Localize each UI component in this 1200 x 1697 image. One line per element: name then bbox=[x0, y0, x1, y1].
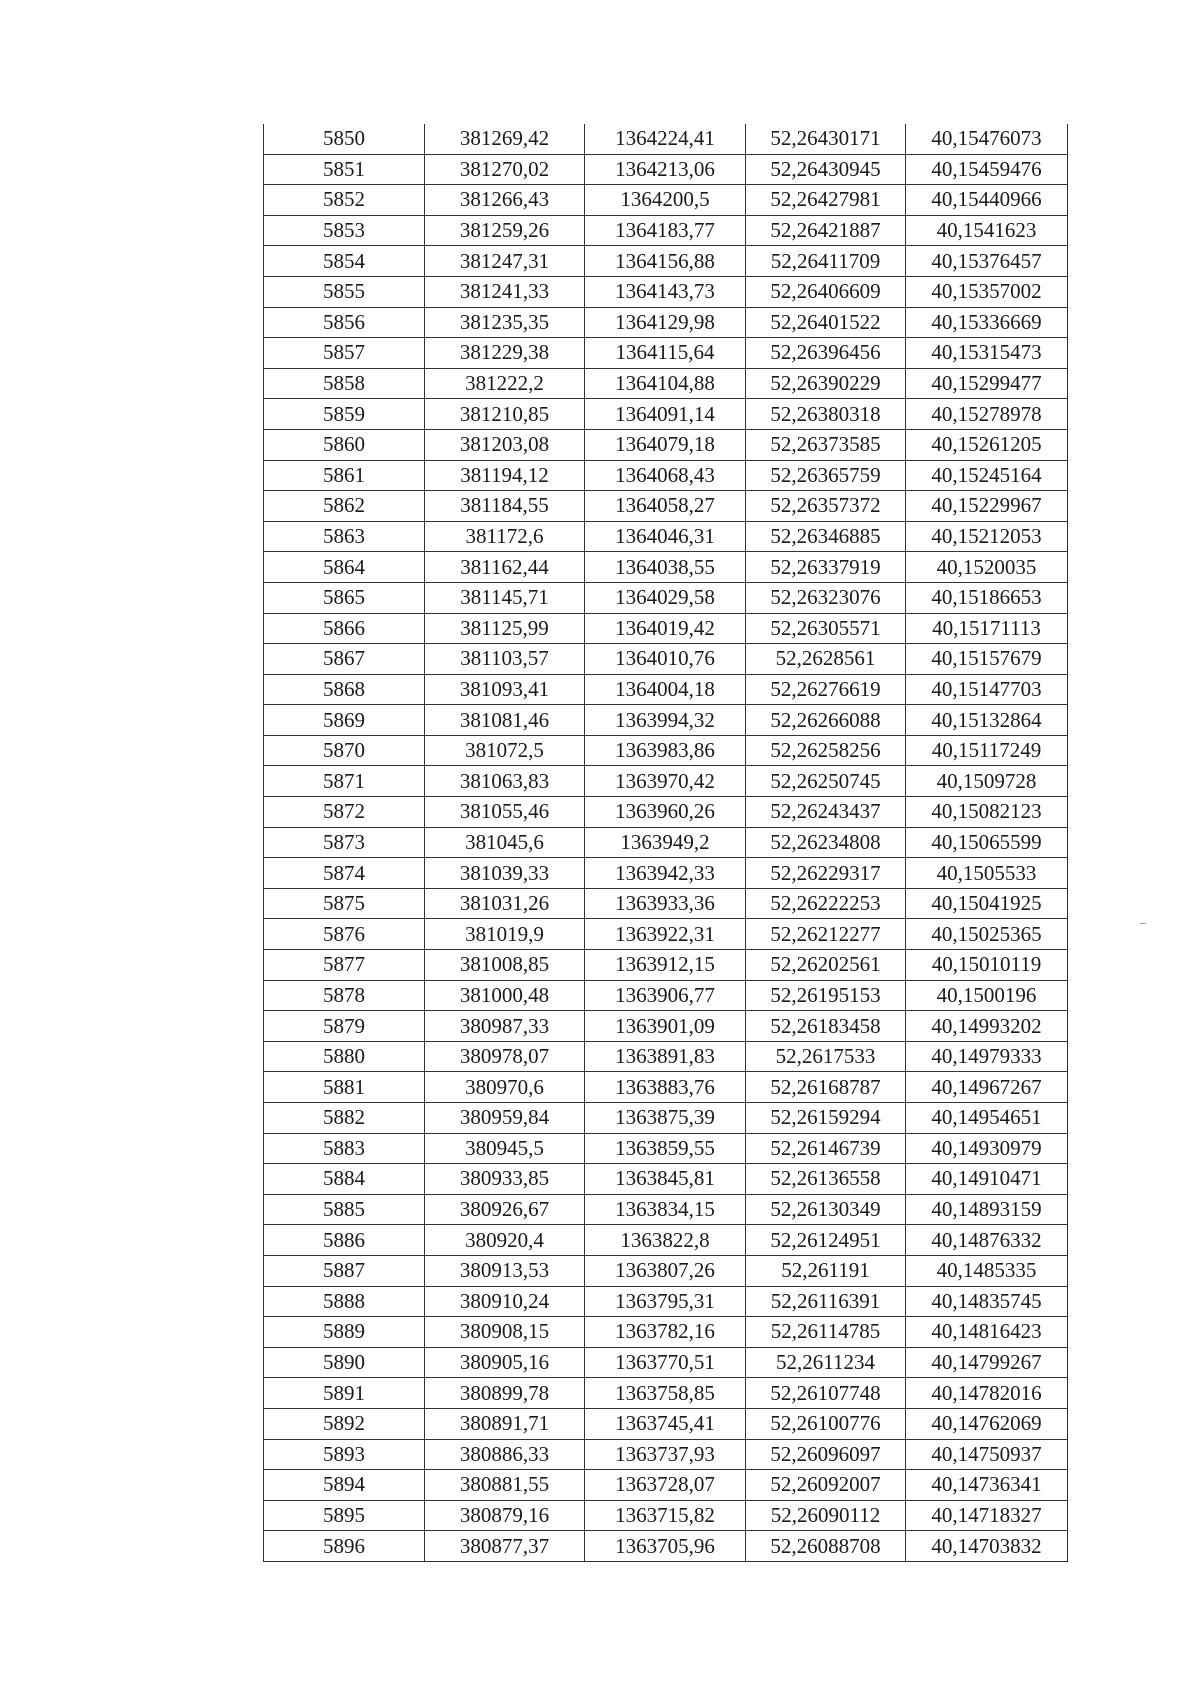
y-coordinate-cell: 1364029,58 bbox=[585, 582, 746, 613]
y-coordinate-cell: 1363875,39 bbox=[585, 1103, 746, 1134]
y-coordinate-cell: 1363970,42 bbox=[585, 766, 746, 797]
longitude-cell: 40,15376457 bbox=[906, 246, 1068, 277]
latitude-cell: 52,26090112 bbox=[746, 1500, 906, 1531]
x-coordinate-cell: 381093,41 bbox=[425, 674, 585, 705]
longitude-cell: 40,15082123 bbox=[906, 797, 1068, 828]
longitude-cell: 40,1485335 bbox=[906, 1255, 1068, 1286]
longitude-cell: 40,15229967 bbox=[906, 491, 1068, 522]
x-coordinate-cell: 381055,46 bbox=[425, 797, 585, 828]
x-coordinate-cell: 381222,2 bbox=[425, 368, 585, 399]
longitude-cell: 40,15147703 bbox=[906, 674, 1068, 705]
y-coordinate-cell: 1363994,32 bbox=[585, 705, 746, 736]
coordinates-table-body bbox=[264, 124, 1068, 1561]
x-coordinate-cell: 380945,5 bbox=[425, 1133, 585, 1164]
longitude-cell: 40,14910471 bbox=[906, 1164, 1068, 1195]
longitude-cell: 40,14876332 bbox=[906, 1225, 1068, 1256]
x-coordinate-cell: 381063,83 bbox=[425, 766, 585, 797]
y-coordinate-cell: 1364004,18 bbox=[585, 674, 746, 705]
table-row bbox=[264, 1531, 1068, 1562]
longitude-cell: 40,15245164 bbox=[906, 460, 1068, 491]
coordinates-table bbox=[263, 124, 1068, 1562]
point-number-cell: 5859 bbox=[264, 399, 425, 430]
longitude-cell: 40,14762069 bbox=[906, 1408, 1068, 1439]
latitude-cell: 52,26100776 bbox=[746, 1408, 906, 1439]
longitude-cell: 40,14954651 bbox=[906, 1103, 1068, 1134]
point-number-cell: 5862 bbox=[264, 491, 425, 522]
longitude-cell: 40,15132864 bbox=[906, 705, 1068, 736]
x-coordinate-cell: 380970,6 bbox=[425, 1072, 585, 1103]
y-coordinate-cell: 1364129,98 bbox=[585, 307, 746, 338]
y-coordinate-cell: 1364091,14 bbox=[585, 399, 746, 430]
y-coordinate-cell: 1363845,81 bbox=[585, 1164, 746, 1195]
table-row bbox=[264, 1103, 1068, 1134]
point-number-cell: 5873 bbox=[264, 827, 425, 858]
latitude-cell: 52,26202561 bbox=[746, 950, 906, 981]
table-row bbox=[264, 919, 1068, 950]
longitude-cell: 40,15299477 bbox=[906, 368, 1068, 399]
x-coordinate-cell: 380899,78 bbox=[425, 1378, 585, 1409]
longitude-cell: 40,1500196 bbox=[906, 980, 1068, 1011]
x-coordinate-cell: 381229,38 bbox=[425, 338, 585, 369]
table-row bbox=[264, 1041, 1068, 1072]
table-row bbox=[264, 1286, 1068, 1317]
x-coordinate-cell: 380926,67 bbox=[425, 1194, 585, 1225]
x-coordinate-cell: 380978,07 bbox=[425, 1041, 585, 1072]
table-row bbox=[264, 552, 1068, 583]
longitude-cell: 40,15025365 bbox=[906, 919, 1068, 950]
scan-speck bbox=[1140, 923, 1146, 924]
point-number-cell: 5879 bbox=[264, 1011, 425, 1042]
point-number-cell: 5854 bbox=[264, 246, 425, 277]
y-coordinate-cell: 1363942,33 bbox=[585, 858, 746, 889]
latitude-cell: 52,26430171 bbox=[746, 124, 906, 154]
table-row bbox=[264, 1072, 1068, 1103]
table-row bbox=[264, 521, 1068, 552]
longitude-cell: 40,14993202 bbox=[906, 1011, 1068, 1042]
longitude-cell: 40,1541623 bbox=[906, 215, 1068, 246]
x-coordinate-cell: 380908,15 bbox=[425, 1317, 585, 1348]
x-coordinate-cell: 380913,53 bbox=[425, 1255, 585, 1286]
table-row bbox=[264, 1194, 1068, 1225]
table-row bbox=[264, 491, 1068, 522]
latitude-cell: 52,26195153 bbox=[746, 980, 906, 1011]
x-coordinate-cell: 381019,9 bbox=[425, 919, 585, 950]
y-coordinate-cell: 1364019,42 bbox=[585, 613, 746, 644]
y-coordinate-cell: 1364010,76 bbox=[585, 644, 746, 675]
y-coordinate-cell: 1364115,64 bbox=[585, 338, 746, 369]
latitude-cell: 52,26421887 bbox=[746, 215, 906, 246]
x-coordinate-cell: 381072,5 bbox=[425, 735, 585, 766]
point-number-cell: 5866 bbox=[264, 613, 425, 644]
y-coordinate-cell: 1363705,96 bbox=[585, 1531, 746, 1562]
table-row bbox=[264, 1500, 1068, 1531]
point-number-cell: 5858 bbox=[264, 368, 425, 399]
table-row bbox=[264, 338, 1068, 369]
x-coordinate-cell: 380886,33 bbox=[425, 1439, 585, 1470]
point-number-cell: 5870 bbox=[264, 735, 425, 766]
table-row bbox=[264, 674, 1068, 705]
y-coordinate-cell: 1363912,15 bbox=[585, 950, 746, 981]
latitude-cell: 52,26229317 bbox=[746, 858, 906, 889]
x-coordinate-cell: 380881,55 bbox=[425, 1470, 585, 1501]
latitude-cell: 52,26396456 bbox=[746, 338, 906, 369]
x-coordinate-cell: 381203,08 bbox=[425, 429, 585, 460]
point-number-cell: 5890 bbox=[264, 1347, 425, 1378]
point-number-cell: 5882 bbox=[264, 1103, 425, 1134]
y-coordinate-cell: 1363901,09 bbox=[585, 1011, 746, 1042]
point-number-cell: 5892 bbox=[264, 1408, 425, 1439]
point-number-cell: 5875 bbox=[264, 888, 425, 919]
table-row bbox=[264, 154, 1068, 185]
longitude-cell: 40,15357002 bbox=[906, 276, 1068, 307]
x-coordinate-cell: 381081,46 bbox=[425, 705, 585, 736]
longitude-cell: 40,15440966 bbox=[906, 185, 1068, 216]
longitude-cell: 40,14782016 bbox=[906, 1378, 1068, 1409]
y-coordinate-cell: 1363795,31 bbox=[585, 1286, 746, 1317]
y-coordinate-cell: 1363807,26 bbox=[585, 1255, 746, 1286]
longitude-cell: 40,14835745 bbox=[906, 1286, 1068, 1317]
y-coordinate-cell: 1364183,77 bbox=[585, 215, 746, 246]
latitude-cell: 52,26114785 bbox=[746, 1317, 906, 1348]
point-number-cell: 5856 bbox=[264, 307, 425, 338]
y-coordinate-cell: 1363983,86 bbox=[585, 735, 746, 766]
table-row bbox=[264, 307, 1068, 338]
table-row bbox=[264, 1378, 1068, 1409]
latitude-cell: 52,26346885 bbox=[746, 521, 906, 552]
latitude-cell: 52,26096097 bbox=[746, 1439, 906, 1470]
point-number-cell: 5861 bbox=[264, 460, 425, 491]
x-coordinate-cell: 381210,85 bbox=[425, 399, 585, 430]
latitude-cell: 52,26136558 bbox=[746, 1164, 906, 1195]
latitude-cell: 52,261191 bbox=[746, 1255, 906, 1286]
latitude-cell: 52,2617533 bbox=[746, 1041, 906, 1072]
latitude-cell: 52,26088708 bbox=[746, 1531, 906, 1562]
longitude-cell: 40,14816423 bbox=[906, 1317, 1068, 1348]
table-row bbox=[264, 1011, 1068, 1042]
y-coordinate-cell: 1364143,73 bbox=[585, 276, 746, 307]
y-coordinate-cell: 1363715,82 bbox=[585, 1500, 746, 1531]
longitude-cell: 40,15157679 bbox=[906, 644, 1068, 675]
table-row bbox=[264, 582, 1068, 613]
y-coordinate-cell: 1363933,36 bbox=[585, 888, 746, 919]
table-row bbox=[264, 1225, 1068, 1256]
latitude-cell: 52,26337919 bbox=[746, 552, 906, 583]
x-coordinate-cell: 381103,57 bbox=[425, 644, 585, 675]
table-row bbox=[264, 429, 1068, 460]
table-row bbox=[264, 185, 1068, 216]
table-row bbox=[264, 1470, 1068, 1501]
longitude-cell: 40,14930979 bbox=[906, 1133, 1068, 1164]
x-coordinate-cell: 381039,33 bbox=[425, 858, 585, 889]
y-coordinate-cell: 1363770,51 bbox=[585, 1347, 746, 1378]
y-coordinate-cell: 1364058,27 bbox=[585, 491, 746, 522]
point-number-cell: 5885 bbox=[264, 1194, 425, 1225]
point-number-cell: 5850 bbox=[264, 124, 425, 154]
y-coordinate-cell: 1364156,88 bbox=[585, 246, 746, 277]
longitude-cell: 40,14750937 bbox=[906, 1439, 1068, 1470]
table-row bbox=[264, 276, 1068, 307]
longitude-cell: 40,14967267 bbox=[906, 1072, 1068, 1103]
point-number-cell: 5852 bbox=[264, 185, 425, 216]
point-number-cell: 5891 bbox=[264, 1378, 425, 1409]
point-number-cell: 5872 bbox=[264, 797, 425, 828]
table-row bbox=[264, 766, 1068, 797]
point-number-cell: 5876 bbox=[264, 919, 425, 950]
x-coordinate-cell: 381241,33 bbox=[425, 276, 585, 307]
table-row bbox=[264, 460, 1068, 491]
longitude-cell: 40,14718327 bbox=[906, 1500, 1068, 1531]
x-coordinate-cell: 380933,85 bbox=[425, 1164, 585, 1195]
point-number-cell: 5883 bbox=[264, 1133, 425, 1164]
point-number-cell: 5893 bbox=[264, 1439, 425, 1470]
point-number-cell: 5881 bbox=[264, 1072, 425, 1103]
table-row bbox=[264, 827, 1068, 858]
longitude-cell: 40,14736341 bbox=[906, 1470, 1068, 1501]
table-row bbox=[264, 215, 1068, 246]
x-coordinate-cell: 381000,48 bbox=[425, 980, 585, 1011]
x-coordinate-cell: 381184,55 bbox=[425, 491, 585, 522]
x-coordinate-cell: 381247,31 bbox=[425, 246, 585, 277]
table-row bbox=[264, 735, 1068, 766]
y-coordinate-cell: 1363859,55 bbox=[585, 1133, 746, 1164]
x-coordinate-cell: 380879,16 bbox=[425, 1500, 585, 1531]
longitude-cell: 40,15476073 bbox=[906, 124, 1068, 154]
table-row bbox=[264, 1133, 1068, 1164]
x-coordinate-cell: 380987,33 bbox=[425, 1011, 585, 1042]
longitude-cell: 40,15117249 bbox=[906, 735, 1068, 766]
point-number-cell: 5886 bbox=[264, 1225, 425, 1256]
latitude-cell: 52,26401522 bbox=[746, 307, 906, 338]
y-coordinate-cell: 1364104,88 bbox=[585, 368, 746, 399]
point-number-cell: 5880 bbox=[264, 1041, 425, 1072]
table-row bbox=[264, 124, 1068, 154]
longitude-cell: 40,15336669 bbox=[906, 307, 1068, 338]
table-row bbox=[264, 888, 1068, 919]
y-coordinate-cell: 1363922,31 bbox=[585, 919, 746, 950]
point-number-cell: 5865 bbox=[264, 582, 425, 613]
latitude-cell: 52,26365759 bbox=[746, 460, 906, 491]
x-coordinate-cell: 380891,71 bbox=[425, 1408, 585, 1439]
longitude-cell: 40,14979333 bbox=[906, 1041, 1068, 1072]
point-number-cell: 5895 bbox=[264, 1500, 425, 1531]
y-coordinate-cell: 1364068,43 bbox=[585, 460, 746, 491]
latitude-cell: 52,26212277 bbox=[746, 919, 906, 950]
y-coordinate-cell: 1363822,8 bbox=[585, 1225, 746, 1256]
longitude-cell: 40,14703832 bbox=[906, 1531, 1068, 1562]
y-coordinate-cell: 1364046,31 bbox=[585, 521, 746, 552]
point-number-cell: 5868 bbox=[264, 674, 425, 705]
y-coordinate-cell: 1363834,15 bbox=[585, 1194, 746, 1225]
longitude-cell: 40,15261205 bbox=[906, 429, 1068, 460]
longitude-cell: 40,14799267 bbox=[906, 1347, 1068, 1378]
table-row bbox=[264, 368, 1068, 399]
point-number-cell: 5887 bbox=[264, 1255, 425, 1286]
x-coordinate-cell: 381125,99 bbox=[425, 613, 585, 644]
longitude-cell: 40,1509728 bbox=[906, 766, 1068, 797]
longitude-cell: 40,15315473 bbox=[906, 338, 1068, 369]
latitude-cell: 52,26107748 bbox=[746, 1378, 906, 1409]
x-coordinate-cell: 381162,44 bbox=[425, 552, 585, 583]
point-number-cell: 5851 bbox=[264, 154, 425, 185]
table-row bbox=[264, 1439, 1068, 1470]
point-number-cell: 5867 bbox=[264, 644, 425, 675]
latitude-cell: 52,26124951 bbox=[746, 1225, 906, 1256]
y-coordinate-cell: 1363883,76 bbox=[585, 1072, 746, 1103]
latitude-cell: 52,26430945 bbox=[746, 154, 906, 185]
longitude-cell: 40,15459476 bbox=[906, 154, 1068, 185]
longitude-cell: 40,1520035 bbox=[906, 552, 1068, 583]
table-row bbox=[264, 1255, 1068, 1286]
point-number-cell: 5888 bbox=[264, 1286, 425, 1317]
point-number-cell: 5896 bbox=[264, 1531, 425, 1562]
latitude-cell: 52,26222253 bbox=[746, 888, 906, 919]
x-coordinate-cell: 381266,43 bbox=[425, 185, 585, 216]
table-row bbox=[264, 1317, 1068, 1348]
x-coordinate-cell: 381259,26 bbox=[425, 215, 585, 246]
latitude-cell: 52,26116391 bbox=[746, 1286, 906, 1317]
x-coordinate-cell: 381008,85 bbox=[425, 950, 585, 981]
point-number-cell: 5853 bbox=[264, 215, 425, 246]
point-number-cell: 5878 bbox=[264, 980, 425, 1011]
table-row bbox=[264, 613, 1068, 644]
latitude-cell: 52,26357372 bbox=[746, 491, 906, 522]
latitude-cell: 52,26380318 bbox=[746, 399, 906, 430]
y-coordinate-cell: 1364079,18 bbox=[585, 429, 746, 460]
y-coordinate-cell: 1363728,07 bbox=[585, 1470, 746, 1501]
x-coordinate-cell: 380920,4 bbox=[425, 1225, 585, 1256]
y-coordinate-cell: 1364224,41 bbox=[585, 124, 746, 154]
table-row bbox=[264, 1164, 1068, 1195]
x-coordinate-cell: 381235,35 bbox=[425, 307, 585, 338]
table-row bbox=[264, 644, 1068, 675]
latitude-cell: 52,26234808 bbox=[746, 827, 906, 858]
point-number-cell: 5889 bbox=[264, 1317, 425, 1348]
point-number-cell: 5864 bbox=[264, 552, 425, 583]
point-number-cell: 5860 bbox=[264, 429, 425, 460]
latitude-cell: 52,26427981 bbox=[746, 185, 906, 216]
x-coordinate-cell: 381269,42 bbox=[425, 124, 585, 154]
point-number-cell: 5894 bbox=[264, 1470, 425, 1501]
longitude-cell: 40,15010119 bbox=[906, 950, 1068, 981]
longitude-cell: 40,15212053 bbox=[906, 521, 1068, 552]
table-row bbox=[264, 246, 1068, 277]
table-row bbox=[264, 705, 1068, 736]
table-row bbox=[264, 950, 1068, 981]
latitude-cell: 52,2611234 bbox=[746, 1347, 906, 1378]
x-coordinate-cell: 381145,71 bbox=[425, 582, 585, 613]
x-coordinate-cell: 380959,84 bbox=[425, 1103, 585, 1134]
y-coordinate-cell: 1363906,77 bbox=[585, 980, 746, 1011]
point-number-cell: 5855 bbox=[264, 276, 425, 307]
point-number-cell: 5874 bbox=[264, 858, 425, 889]
latitude-cell: 52,26390229 bbox=[746, 368, 906, 399]
latitude-cell: 52,2628561 bbox=[746, 644, 906, 675]
latitude-cell: 52,26092007 bbox=[746, 1470, 906, 1501]
x-coordinate-cell: 381031,26 bbox=[425, 888, 585, 919]
latitude-cell: 52,26276619 bbox=[746, 674, 906, 705]
latitude-cell: 52,26183458 bbox=[746, 1011, 906, 1042]
latitude-cell: 52,26250745 bbox=[746, 766, 906, 797]
latitude-cell: 52,26373585 bbox=[746, 429, 906, 460]
x-coordinate-cell: 380910,24 bbox=[425, 1286, 585, 1317]
y-coordinate-cell: 1363891,83 bbox=[585, 1041, 746, 1072]
latitude-cell: 52,26406609 bbox=[746, 276, 906, 307]
table-row bbox=[264, 858, 1068, 889]
latitude-cell: 52,26411709 bbox=[746, 246, 906, 277]
y-coordinate-cell: 1363745,41 bbox=[585, 1408, 746, 1439]
longitude-cell: 40,15041925 bbox=[906, 888, 1068, 919]
point-number-cell: 5877 bbox=[264, 950, 425, 981]
table-row bbox=[264, 399, 1068, 430]
latitude-cell: 52,26159294 bbox=[746, 1103, 906, 1134]
longitude-cell: 40,15278978 bbox=[906, 399, 1068, 430]
point-number-cell: 5857 bbox=[264, 338, 425, 369]
latitude-cell: 52,26323076 bbox=[746, 582, 906, 613]
x-coordinate-cell: 380877,37 bbox=[425, 1531, 585, 1562]
latitude-cell: 52,26305571 bbox=[746, 613, 906, 644]
latitude-cell: 52,26130349 bbox=[746, 1194, 906, 1225]
longitude-cell: 40,15186653 bbox=[906, 582, 1068, 613]
point-number-cell: 5871 bbox=[264, 766, 425, 797]
y-coordinate-cell: 1364038,55 bbox=[585, 552, 746, 583]
table-row bbox=[264, 797, 1068, 828]
latitude-cell: 52,26258256 bbox=[746, 735, 906, 766]
x-coordinate-cell: 381172,6 bbox=[425, 521, 585, 552]
y-coordinate-cell: 1363960,26 bbox=[585, 797, 746, 828]
latitude-cell: 52,26168787 bbox=[746, 1072, 906, 1103]
latitude-cell: 52,26243437 bbox=[746, 797, 906, 828]
longitude-cell: 40,15065599 bbox=[906, 827, 1068, 858]
point-number-cell: 5884 bbox=[264, 1164, 425, 1195]
point-number-cell: 5863 bbox=[264, 521, 425, 552]
table-row bbox=[264, 1347, 1068, 1378]
longitude-cell: 40,14893159 bbox=[906, 1194, 1068, 1225]
y-coordinate-cell: 1363782,16 bbox=[585, 1317, 746, 1348]
x-coordinate-cell: 380905,16 bbox=[425, 1347, 585, 1378]
y-coordinate-cell: 1363737,93 bbox=[585, 1439, 746, 1470]
latitude-cell: 52,26266088 bbox=[746, 705, 906, 736]
table-row bbox=[264, 980, 1068, 1011]
longitude-cell: 40,15171113 bbox=[906, 613, 1068, 644]
y-coordinate-cell: 1363949,2 bbox=[585, 827, 746, 858]
x-coordinate-cell: 381270,02 bbox=[425, 154, 585, 185]
longitude-cell: 40,1505533 bbox=[906, 858, 1068, 889]
y-coordinate-cell: 1363758,85 bbox=[585, 1378, 746, 1409]
point-number-cell: 5869 bbox=[264, 705, 425, 736]
x-coordinate-cell: 381045,6 bbox=[425, 827, 585, 858]
x-coordinate-cell: 381194,12 bbox=[425, 460, 585, 491]
table-row bbox=[264, 1408, 1068, 1439]
y-coordinate-cell: 1364213,06 bbox=[585, 154, 746, 185]
latitude-cell: 52,26146739 bbox=[746, 1133, 906, 1164]
y-coordinate-cell: 1364200,5 bbox=[585, 185, 746, 216]
